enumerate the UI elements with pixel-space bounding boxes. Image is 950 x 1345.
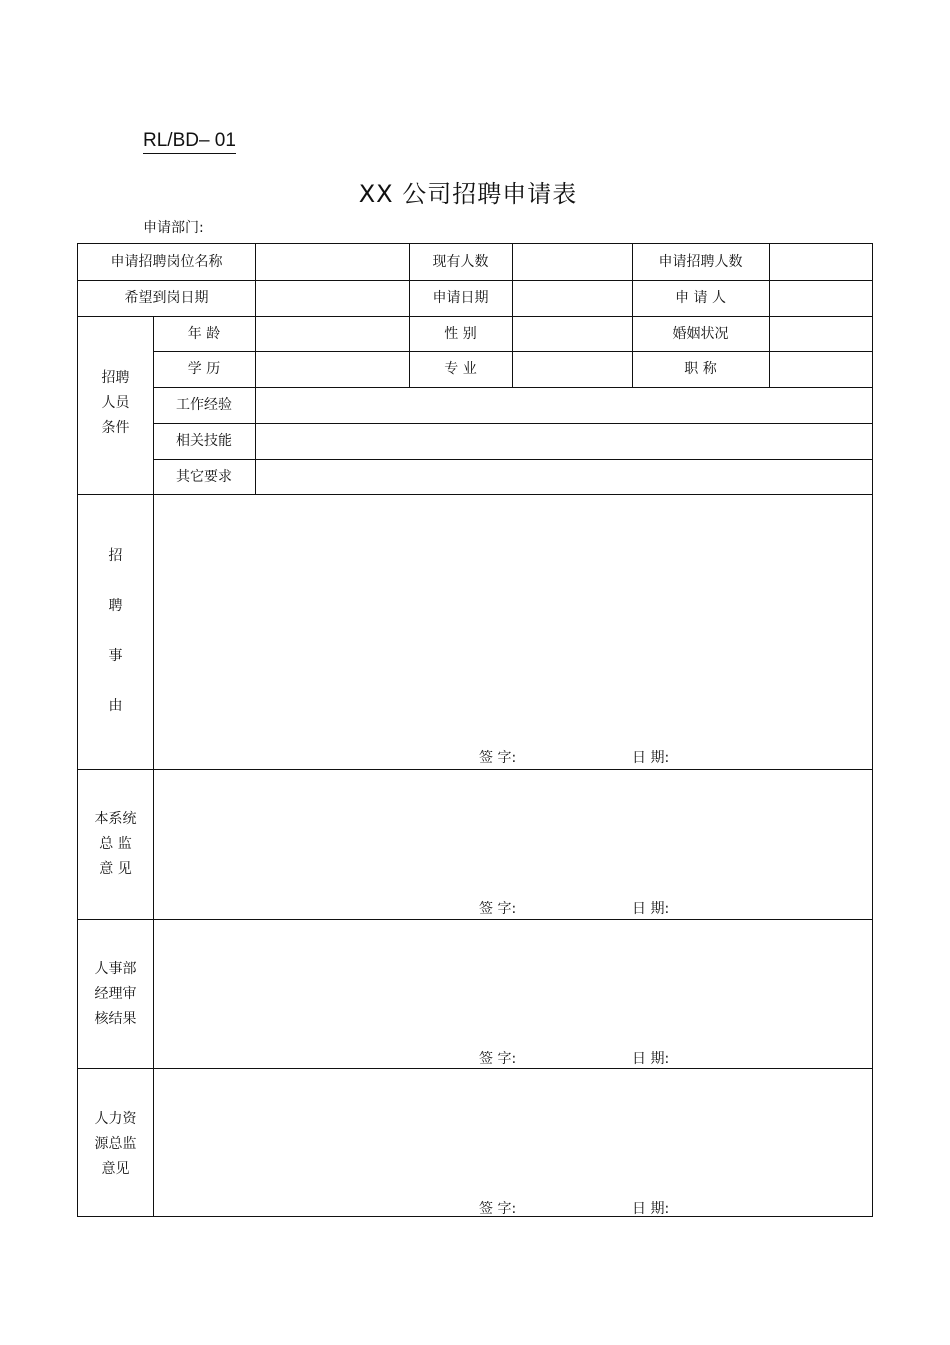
apply-date-label: 申请日期 <box>432 290 489 306</box>
applicant-label: 申 请 人 <box>675 290 726 306</box>
marital-status-field[interactable] <box>770 317 871 350</box>
application-form-table <box>77 243 873 1217</box>
education-label: 学 历 <box>187 361 221 377</box>
recruit-conditions-label <box>78 366 153 441</box>
hr-manager-date-label: 日 期: <box>632 1051 670 1067</box>
dept-label: 申请部门: <box>143 220 204 236</box>
major-field[interactable] <box>513 352 631 386</box>
hr-manager-sign-label: 签 字: <box>479 1051 517 1067</box>
reason-sign-label: 签 字: <box>479 750 517 766</box>
experience-label: 工作经验 <box>176 397 232 413</box>
system-director-sign-label: 签 字: <box>479 901 517 917</box>
reason-char: 事 <box>108 648 123 664</box>
hr-manager-review-field[interactable] <box>154 920 871 1040</box>
reason-char: 由 <box>108 698 123 714</box>
job-title-label: 职 称 <box>684 361 717 377</box>
arrival-date-label: 希望到岗日期 <box>124 290 209 306</box>
major-label: 专 业 <box>444 361 477 377</box>
document-code: RL/BD– 01 <box>143 130 236 154</box>
skills-field[interactable] <box>256 424 871 458</box>
position-name-field[interactable] <box>256 245 408 279</box>
document-title: XX 公司招聘申请表 <box>358 180 578 208</box>
age-label: 年 龄 <box>187 325 221 342</box>
system-director-date-label: 日 期: <box>632 901 670 917</box>
apply-date-field[interactable] <box>513 281 631 315</box>
gender-field[interactable] <box>513 317 631 350</box>
other-requirements-label: 其它要求 <box>176 468 232 485</box>
system-director-opinion-field[interactable] <box>154 770 871 890</box>
requested-headcount-field[interactable] <box>770 245 871 279</box>
system-director-opinion-text: 本系统 总 监 意 见 <box>94 811 137 877</box>
marital-status-label: 婚姻状况 <box>672 325 729 342</box>
experience-field[interactable] <box>256 388 871 422</box>
hr-manager-review-text: 人事部 经理审 核结果 <box>94 961 137 1027</box>
dept-line <box>143 218 408 238</box>
hr-director-opinion-label <box>78 1107 153 1182</box>
reason-char: 招 <box>108 548 123 564</box>
reason-char: 聘 <box>108 598 123 614</box>
current-headcount-label: 现有人数 <box>432 254 489 270</box>
hr-director-date-label: 日 期: <box>632 1201 670 1217</box>
position-name-label: 申请招聘岗位名称 <box>110 254 223 270</box>
education-field[interactable] <box>256 352 408 386</box>
recruit-reason-field[interactable] <box>154 495 871 740</box>
gender-label: 性 别 <box>444 325 477 342</box>
hr-director-sign-label: 签 字: <box>479 1201 517 1217</box>
current-headcount-field[interactable] <box>513 245 631 279</box>
recruit-conditions-text: 招聘 人员 条件 <box>101 370 130 436</box>
system-director-opinion-label <box>78 807 153 882</box>
requested-headcount-label: 申请招聘人数 <box>658 254 743 270</box>
hr-manager-review-label <box>78 957 153 1032</box>
recruit-reason-label <box>78 546 153 746</box>
hr-director-opinion-field[interactable] <box>154 1069 871 1189</box>
other-requirements-field[interactable] <box>256 460 871 493</box>
age-field[interactable] <box>256 317 408 350</box>
hr-director-opinion-text: 人力资 源总监 意见 <box>94 1111 137 1177</box>
skills-label: 相关技能 <box>176 433 232 449</box>
job-title-field[interactable] <box>770 352 871 386</box>
applicant-field[interactable] <box>770 281 871 315</box>
reason-date-label: 日 期: <box>632 750 670 766</box>
arrival-date-field[interactable] <box>256 281 408 315</box>
